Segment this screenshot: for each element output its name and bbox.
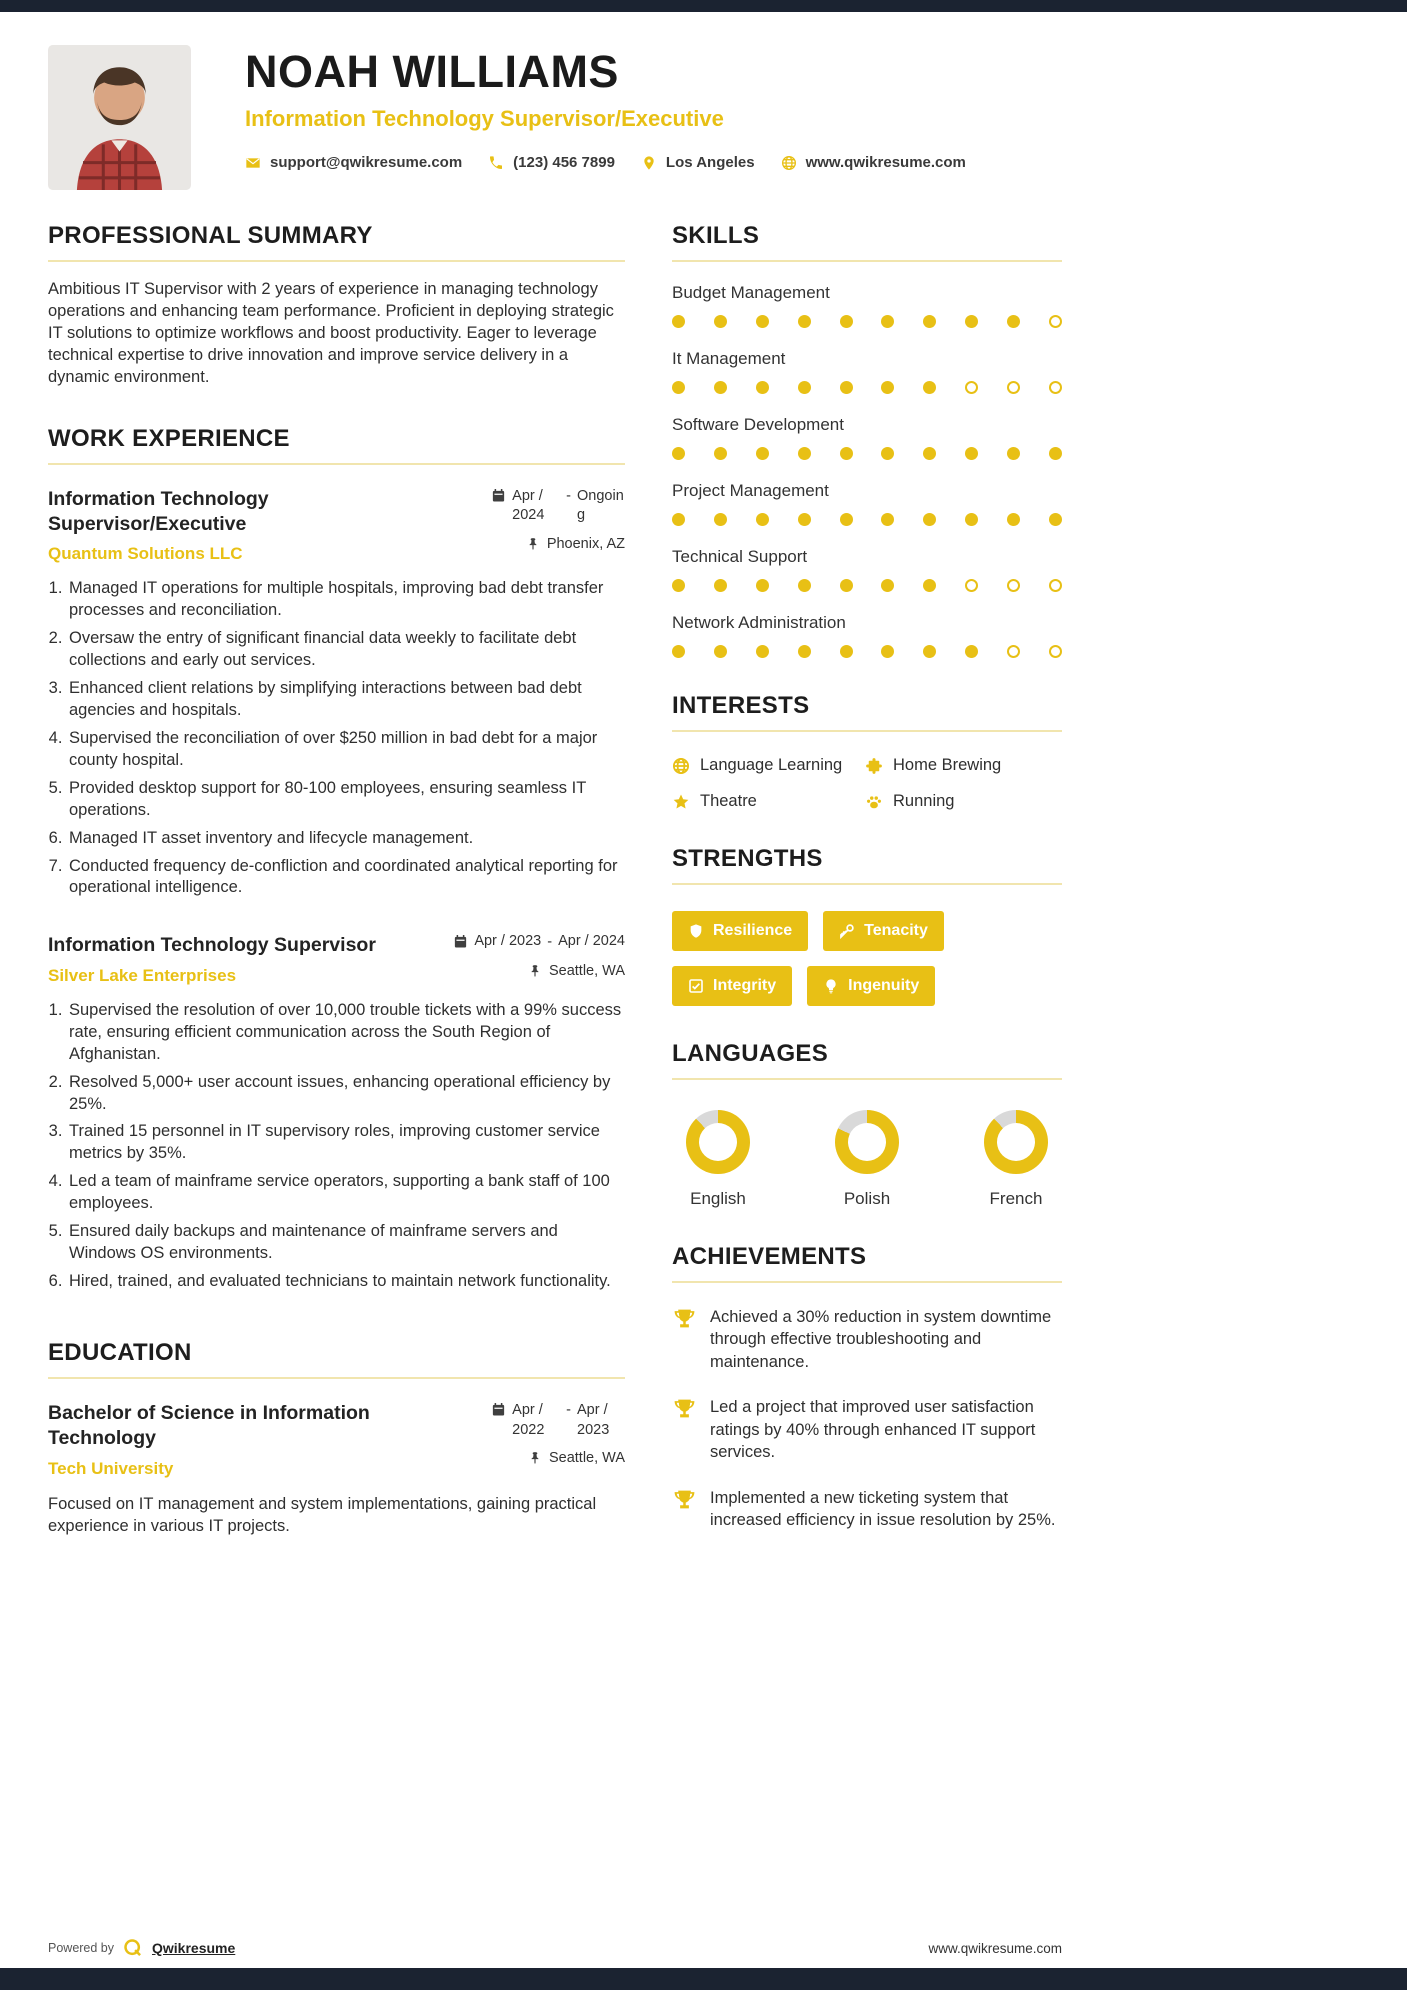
trophy-icon	[672, 1488, 697, 1513]
profile-photo	[48, 45, 191, 190]
skill-dot-filled	[672, 381, 685, 394]
qwikresume-brand-name[interactable]: Qwikresume	[152, 1940, 236, 1956]
skill-rating	[672, 315, 1062, 328]
job-bullet-list	[48, 578, 625, 899]
job-entry	[48, 933, 625, 1293]
job-title-company	[48, 933, 418, 985]
degree-title: Bachelor of Science in Information Technology	[48, 1402, 370, 1450]
date-start: Apr / 2023	[474, 933, 542, 950]
skill-dot-filled	[798, 579, 811, 592]
skill-dot-filled	[881, 579, 894, 592]
language-donut-chart	[984, 1110, 1048, 1174]
skill-dot-filled	[923, 381, 936, 394]
header	[48, 12, 1062, 190]
languages-heading: LANGUAGES	[672, 1040, 1062, 1080]
language-name: English	[690, 1189, 746, 1208]
shield-icon	[688, 923, 704, 939]
trophy-icon	[672, 1307, 697, 1332]
achievement-item	[672, 1396, 1062, 1463]
language-name: Polish	[843, 1189, 891, 1208]
achievement-text: Achieved a 30% reduction in system downtime through effective troubleshooting and maintenance.	[710, 1308, 1052, 1371]
candidate-title: Information Technology Supervisor/Executive	[245, 106, 724, 131]
skill-dot-filled	[840, 513, 853, 526]
skill-item	[672, 349, 1062, 394]
date-separator: -	[547, 934, 553, 951]
interests-heading: INTERESTS	[672, 692, 1062, 732]
language-donut-chart	[686, 1110, 750, 1174]
skill-dot-filled	[756, 579, 769, 592]
language-item	[686, 1110, 750, 1209]
education-date-location	[445, 1401, 625, 1479]
education-location-text: Seattle, WA	[548, 1450, 625, 1467]
achievement-text: Led a project that improved user satisfaction ratings by 40% through enhanced IT support services.	[710, 1398, 1036, 1462]
achievement-text: Implemented a new ticketing system that increased efficiency in issue resolution by 25%.	[710, 1488, 1056, 1530]
job-bullet: 6. Managed IT asset inventory and lifecycle management.	[67, 828, 625, 850]
skill-name: Software Development	[672, 415, 844, 434]
trophy-icon	[672, 1397, 697, 1422]
skill-dot-filled	[798, 513, 811, 526]
skill-name: It Management	[672, 349, 786, 368]
job-dates	[453, 933, 625, 953]
strength-label: Ingenuity	[848, 977, 920, 994]
qwikresume-logo-icon	[123, 1938, 143, 1958]
phone-icon	[488, 155, 504, 171]
left-column	[48, 222, 625, 1537]
skill-item	[672, 283, 1062, 328]
skill-dot-empty	[1049, 381, 1062, 394]
skill-rating	[672, 579, 1062, 592]
skill-dot-filled	[756, 315, 769, 328]
powered-by[interactable]	[48, 1938, 235, 1958]
powered-by-label: Powered by	[48, 1941, 115, 1955]
summary-heading: PROFESSIONAL SUMMARY	[48, 222, 625, 262]
skill-dot-filled	[923, 645, 936, 658]
email-text: support@qwikresume.com	[270, 154, 463, 171]
skill-dot-filled	[756, 447, 769, 460]
interest-label: Language Learning	[700, 756, 843, 774]
skill-dot-filled	[1007, 447, 1020, 460]
school-name: Tech University	[48, 1458, 174, 1478]
skill-dot-empty	[1007, 381, 1020, 394]
skill-dot-filled	[714, 513, 727, 526]
strength-badge	[823, 911, 944, 951]
job-dates	[491, 487, 625, 526]
profile-photo-illustration	[48, 45, 191, 190]
skill-dot-empty	[965, 579, 978, 592]
company-name: Silver Lake Enterprises	[48, 965, 237, 985]
skill-rating	[672, 381, 1062, 394]
strengths-list	[672, 911, 984, 1006]
strength-label: Resilience	[713, 922, 793, 939]
job-head	[48, 487, 625, 565]
skill-rating	[672, 513, 1062, 526]
calendar-icon	[453, 934, 468, 949]
contact-row	[245, 154, 966, 171]
education-head	[48, 1401, 625, 1479]
skills-heading: SKILLS	[672, 222, 1062, 262]
skill-dot-filled	[923, 579, 936, 592]
education-description: Focused on IT management and system implementations, gaining practical experience in various IT projects.	[48, 1494, 597, 1535]
skill-item	[672, 481, 1062, 526]
skill-rating	[672, 447, 1062, 460]
skill-dot-empty	[1049, 645, 1062, 658]
date-end: Ongoing	[577, 487, 624, 524]
skill-dot-filled	[672, 447, 685, 460]
job-date-location	[445, 933, 625, 985]
right-column	[672, 222, 1062, 1537]
interest-item	[865, 756, 1062, 775]
skill-dot-empty	[965, 381, 978, 394]
job-bullet: 5. Ensured daily backups and maintenance of mainframe servers and Windows OS environments.	[67, 1221, 625, 1265]
language-donut-chart	[835, 1110, 899, 1174]
job-location-text: Seattle, WA	[548, 962, 625, 979]
date-separator: -	[566, 1402, 571, 1419]
job-location	[526, 536, 625, 552]
skill-dot-filled	[965, 645, 978, 658]
education-location	[528, 1450, 625, 1466]
pushpin-icon	[528, 1451, 542, 1465]
achievement-item	[672, 1306, 1062, 1373]
language-name: French	[989, 1189, 1043, 1208]
pushpin-icon	[528, 964, 542, 978]
skill-dot-filled	[840, 381, 853, 394]
job-bullet: 7. Conducted frequency de-confliction and coordinated analytical reporting for operational intelligence.	[67, 856, 625, 900]
contact-location	[641, 154, 755, 171]
strengths-heading: STRENGTHS	[672, 845, 1062, 885]
skill-dot-filled	[840, 315, 853, 328]
skill-dot-filled	[923, 513, 936, 526]
lightbulb-icon	[823, 978, 839, 994]
footer-website[interactable]: www.qwikresume.com	[928, 1940, 1062, 1956]
location-text: Los Angeles	[665, 154, 755, 171]
skill-dot-filled	[881, 315, 894, 328]
job-bullet: 4. Supervised the reconciliation of over $250 million in bad debt for a major county hospital.	[67, 728, 625, 772]
skill-item	[672, 415, 1062, 460]
strength-badge	[672, 911, 808, 951]
education-degree-school	[48, 1401, 418, 1479]
skill-dot-filled	[672, 315, 685, 328]
job-location	[528, 963, 625, 979]
skill-item	[672, 547, 1062, 592]
language-item	[835, 1110, 899, 1209]
strength-label: Tenacity	[864, 922, 928, 939]
job-head	[48, 933, 625, 985]
date-separator: -	[566, 487, 571, 504]
skill-dot-empty	[1049, 579, 1062, 592]
skill-item	[672, 613, 1062, 658]
interests-grid	[672, 756, 1062, 811]
job-bullet: 1. Managed IT operations for multiple hospitals, improving bad debt transfer processes and reconciliation.	[67, 578, 625, 622]
skill-dot-filled	[923, 447, 936, 460]
contact-phone[interactable]	[488, 154, 615, 171]
skill-dot-empty	[1007, 579, 1020, 592]
skill-dot-filled	[840, 579, 853, 592]
skill-dot-filled	[714, 381, 727, 394]
phone-text: (123) 456 7899	[513, 154, 615, 171]
job-title: Information Technology Supervisor/Executive	[48, 487, 269, 535]
skill-dot-filled	[965, 513, 978, 526]
job-entry	[48, 487, 625, 900]
top-accent-bar	[0, 0, 1407, 12]
date-end: Apr / 2023	[577, 1402, 610, 1438]
page-content	[48, 12, 1062, 1537]
skill-dot-filled	[798, 447, 811, 460]
skill-name: Technical Support	[672, 547, 808, 566]
calendar-icon	[491, 1402, 506, 1417]
skill-dot-filled	[756, 381, 769, 394]
interest-label: Home Brewing	[893, 756, 1002, 774]
skill-dot-filled	[1007, 315, 1020, 328]
globe-icon	[781, 155, 797, 171]
job-date-location	[445, 487, 625, 565]
skill-dot-filled	[881, 447, 894, 460]
job-title: Information Technology Supervisor	[48, 934, 376, 957]
skill-dot-filled	[840, 447, 853, 460]
job-bullet: 4. Led a team of mainframe service operators, supporting a bank staff of 100 employees.	[67, 1171, 625, 1215]
job-bullet: 6. Hired, trained, and evaluated technicians to maintain network functionality.	[67, 1271, 625, 1293]
summary-text: Ambitious IT Supervisor with 2 years of experience in managing technology operations and enhancing team performance. Proficient in deploying strategic IT solutions to optimize workflows and boost productivity. Eager to leverage technical expertise to drive innovation and improve service delivery in a dynamic environment.	[48, 280, 614, 387]
skill-dot-filled	[798, 645, 811, 658]
website-text: www.qwikresume.com	[805, 154, 966, 171]
job-bullet: 2. Oversaw the entry of significant financial data weekly to facilitate debt collections and early out services.	[67, 628, 625, 672]
skill-dot-empty	[1049, 315, 1062, 328]
job-bullet: 2. Resolved 5,000+ user account issues, enhancing operational efficiency by 25%.	[67, 1072, 625, 1116]
skill-dot-filled	[881, 381, 894, 394]
pushpin-icon	[526, 537, 540, 551]
skill-name: Project Management	[672, 481, 829, 500]
key-icon	[839, 923, 855, 939]
skill-dot-filled	[714, 315, 727, 328]
star-icon	[672, 793, 690, 811]
interest-item	[672, 756, 865, 775]
languages-list	[672, 1110, 1062, 1209]
job-bullet: 1. Supervised the resolution of over 10,000 trouble tickets with a 99% success rate, ensuring efficient communication across the South Region of Afghanistan.	[67, 1000, 625, 1066]
skill-rating	[672, 645, 1062, 658]
achievements-heading: ACHIEVEMENTS	[672, 1243, 1062, 1283]
job-bullet: 5. Provided desktop support for 80-100 employees, ensuring seamless IT operations.	[67, 778, 625, 822]
skill-dot-filled	[1049, 513, 1062, 526]
skill-name: Network Administration	[672, 613, 846, 632]
skill-dot-filled	[965, 447, 978, 460]
interest-label: Theatre	[700, 792, 757, 810]
achievement-item	[672, 1487, 1062, 1532]
skill-name: Budget Management	[672, 283, 830, 302]
paw-icon	[865, 793, 883, 811]
bottom-accent-bar	[0, 1968, 1407, 1990]
skill-dot-filled	[714, 645, 727, 658]
skill-dot-filled	[923, 315, 936, 328]
job-location-text: Phoenix, AZ	[546, 535, 625, 552]
date-end: Apr / 2024	[558, 933, 625, 950]
skill-dot-filled	[965, 315, 978, 328]
education-entry	[48, 1401, 625, 1537]
skill-dot-filled	[756, 645, 769, 658]
envelope-icon	[245, 155, 261, 171]
strength-badge	[807, 966, 935, 1006]
job-bullet-list	[48, 1000, 625, 1293]
education-heading: EDUCATION	[48, 1339, 625, 1379]
strength-label: Integrity	[713, 977, 777, 994]
skill-dot-filled	[672, 579, 685, 592]
skill-dot-filled	[672, 513, 685, 526]
skill-dot-filled	[1007, 513, 1020, 526]
skill-dot-filled	[881, 513, 894, 526]
skill-dot-empty	[1007, 645, 1020, 658]
interest-label: Running	[893, 792, 955, 810]
work-experience-heading: WORK EXPERIENCE	[48, 425, 625, 465]
strength-badge	[672, 966, 792, 1006]
columns	[48, 222, 1062, 1537]
calendar-icon	[491, 488, 506, 503]
interest-item	[865, 792, 1062, 811]
skill-dot-filled	[798, 381, 811, 394]
checkbox-icon	[688, 978, 704, 994]
job-bullet: 3. Trained 15 personnel in IT supervisory roles, improving customer service metrics by 35%.	[67, 1121, 625, 1165]
header-info	[245, 45, 966, 190]
skill-dot-filled	[881, 645, 894, 658]
puzzle-icon	[865, 757, 883, 775]
date-start: Apr / 2024	[512, 487, 545, 524]
skill-dot-filled	[714, 447, 727, 460]
date-start: Apr / 2022	[512, 1402, 545, 1438]
footer	[48, 1938, 1062, 1958]
skill-dot-filled	[756, 513, 769, 526]
globe-icon	[672, 757, 690, 775]
skill-dot-filled	[840, 645, 853, 658]
candidate-name: NOAH WILLIAMS	[245, 46, 619, 97]
job-bullet: 3. Enhanced client relations by simplifying interactions between bad debt agencies and hospitals.	[67, 678, 625, 722]
contact-email[interactable]	[245, 154, 462, 171]
contact-website[interactable]	[781, 154, 966, 171]
skill-dot-filled	[714, 579, 727, 592]
map-pin-icon	[641, 155, 657, 171]
job-title-company	[48, 487, 418, 565]
education-dates	[491, 1401, 625, 1440]
skill-dot-filled	[1049, 447, 1062, 460]
company-name: Quantum Solutions LLC	[48, 544, 243, 564]
interest-item	[672, 792, 865, 811]
skill-dot-filled	[798, 315, 811, 328]
skill-dot-filled	[672, 645, 685, 658]
language-item	[984, 1110, 1048, 1209]
